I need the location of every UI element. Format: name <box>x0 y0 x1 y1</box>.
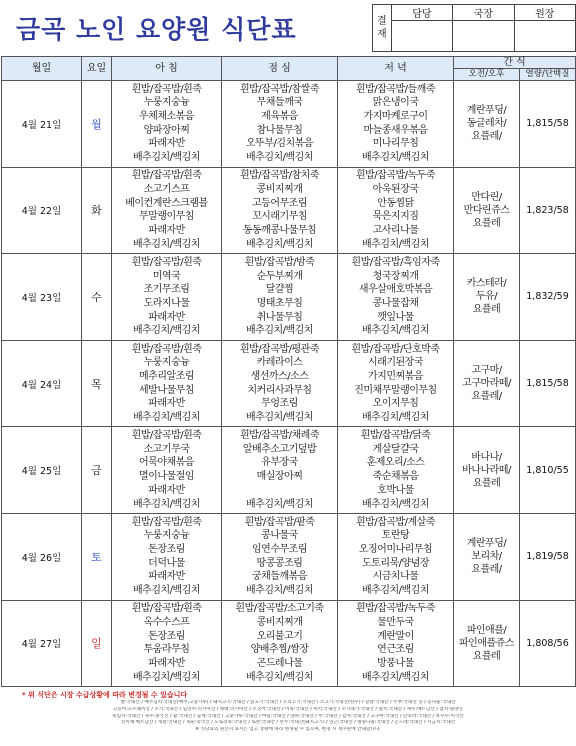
dinner-item: 토란탕 <box>381 530 410 542</box>
weekday-cell: 목 <box>82 340 112 427</box>
breakfast-item: 조기무조림 <box>143 284 190 296</box>
breakfast-cell <box>112 254 222 341</box>
approval-header-head: 원장 <box>514 5 575 21</box>
breakfast-item: 돈장조림 <box>148 630 185 642</box>
dinner-item: 시금치나물 <box>372 571 419 583</box>
header-snack-group: 간 식 <box>454 57 576 69</box>
approval-header-director: 국장 <box>453 5 514 21</box>
lunch-item: 치커리사과무침 <box>247 384 312 396</box>
snack-item: 두유/ <box>475 291 498 303</box>
menu-row <box>2 340 576 427</box>
breakfast-item: 흰밥/잡곡밥/흰죽 <box>131 170 202 182</box>
lunch-item: 유부장국 <box>261 457 298 469</box>
snack-cell <box>454 513 520 600</box>
breakfast-item: 파래자반 <box>148 571 185 583</box>
lunch-item: 배추김치/백김치 <box>246 325 313 337</box>
dinner-item: 도토리묵/양념장 <box>362 557 429 569</box>
lunch-item: 명태초무침 <box>256 297 303 309</box>
breakfast-item: 흰밥/잡곡밥/흰죽 <box>131 256 202 268</box>
lunch-item: 배추김치/백김치 <box>246 671 313 683</box>
breakfast-item: 멸이나물절임 <box>139 471 194 483</box>
dinner-item: 게살달걀국 <box>372 443 419 455</box>
breakfast-cell <box>112 167 222 254</box>
snack-item: 만다린쥬스 <box>463 204 510 216</box>
breakfast-item: 도라지나물 <box>143 297 190 309</box>
lunch-item: 임연수무조림 <box>252 544 307 556</box>
lunch-item: 취나물무침 <box>256 311 303 323</box>
breakfast-item: 흰밥/잡곡밥/흰죽 <box>131 516 202 528</box>
lunch-cell <box>222 513 338 600</box>
origin-line: 진미채:베트남산 / 게살:국내산 / 죽순:중국산 / 도토리묵:국내산 / 토란:국내산 / 만두:국내산(돼지고기) / 연근:국내산 / 방풍나물:국내산 / 곤드레:국내산 / 시금치:국내산 <box>120 720 456 726</box>
dinner-item: 묵은지지짐 <box>372 211 419 223</box>
snack-item: 보리차/ <box>471 551 502 563</box>
approval-sign-director[interactable] <box>453 21 514 52</box>
breakfast-item: 흰밥/잡곡밥/흰죽 <box>131 343 202 355</box>
lunch-item: 궁채들깨볶음 <box>252 571 307 583</box>
dinner-item: 배추김치/백김치 <box>362 238 429 250</box>
dinner-item: 흰밥/잡곡밥/들깨죽 <box>355 83 436 95</box>
breakfast-cell <box>112 513 222 600</box>
date-cell: 4월 22일 <box>2 167 82 254</box>
lunch-item: 흰밥/잡곡밥/밤죽 <box>244 256 315 268</box>
snack-item: 동글레차/ <box>466 118 507 130</box>
approval-label: 결재 <box>373 5 392 52</box>
dinner-item: 아욱된장국 <box>372 184 419 196</box>
breakfast-item: 흰밥/잡곡밥/흰죽 <box>131 430 202 442</box>
breakfast-item: 파래자반 <box>148 311 185 323</box>
lunch-item: 무채들깨국 <box>256 97 303 109</box>
snack-item: 바나나라떼/ <box>462 464 511 476</box>
snack-item: 카스테라/ <box>466 278 507 290</box>
dinner-item: 배추김치/백김치 <box>362 498 429 510</box>
origin-info <box>6 700 570 734</box>
lunch-item: 배추김치/백김치 <box>246 585 313 597</box>
lunch-cell <box>222 340 338 427</box>
lunch-item: 흰밥/잡곡밥/채례죽 <box>239 430 320 442</box>
breakfast-item: 어묵야채볶음 <box>139 457 194 469</box>
header-weekday: 요일 <box>82 57 112 81</box>
dinner-item: 배추김치/백김치 <box>362 152 429 164</box>
lunch-item: 콩비지찌개 <box>256 184 303 196</box>
calories-cell: 1,815/58 <box>520 81 576 168</box>
dinner-item: 새우살애호박볶음 <box>358 284 433 296</box>
lunch-item: 생선까스/소스 <box>250 370 309 382</box>
dinner-cell <box>338 254 454 341</box>
dinner-item: 배추김치/백김치 <box>362 411 429 423</box>
dinner-item: 마늘종새우볶음 <box>363 124 428 136</box>
lunch-cell <box>222 81 338 168</box>
lunch-item: 흰밥/잡곡밥/소고기죽 <box>235 603 324 615</box>
lunch-item: 고등어무조림 <box>252 197 307 209</box>
breakfast-item: 파래자반 <box>148 398 185 410</box>
menu-row <box>2 81 576 168</box>
dinner-item: 흰밥/잡곡밥/단호박죽 <box>351 343 440 355</box>
dinner-item: 흰밥/잡곡밥/흑임자죽 <box>351 256 440 268</box>
dinner-item: 방풍나물 <box>377 658 414 670</box>
calories-cell: 1,810/55 <box>520 427 576 514</box>
approval-box <box>372 4 576 52</box>
dinner-item: 배추김치/백김치 <box>362 671 429 683</box>
header-lunch: 점 심 <box>222 57 338 81</box>
lunch-item: 흰밥/잡곡밥/팥죽 <box>244 516 315 528</box>
origin-line: 고등어:노르웨이산 / 조기:국내산 / 임연수:러시아산 / 명태:러시아산 / 오징어:국내산 / 어묵:국내산 / 미역:국내산 / 꼬시래기:국내산 / 멸치:국내산 / 새우:베트남산 / 참치:원양산 <box>112 706 464 712</box>
breakfast-item: 배추김치/백김치 <box>133 411 200 423</box>
breakfast-item: 메추리알조림 <box>139 370 194 382</box>
dinner-item: 깻잎나물 <box>377 311 414 323</box>
snack-cell <box>454 167 520 254</box>
lunch-item <box>222 484 337 498</box>
snack-cell <box>454 340 520 427</box>
breakfast-item: 우체채소볶음 <box>139 111 194 123</box>
snack-item: 만다린/ <box>471 191 502 203</box>
breakfast-item: 파래자반 <box>148 138 185 150</box>
weekday-cell: 수 <box>82 254 112 341</box>
dinner-item: 가지민찌볶음 <box>368 370 423 382</box>
approval-sign-head[interactable] <box>514 21 575 52</box>
lunch-item: 양배추찜/쌈장 <box>250 644 309 656</box>
calories-cell: 1,819/58 <box>520 513 576 600</box>
dinner-item: 맑은냉이국 <box>372 97 419 109</box>
date-cell: 4월 21일 <box>2 81 82 168</box>
origin-line: ※ 식단표의 원산지 표시는 입고 상황에 따라 변경될 수 있으며, 변경 시 게시판에 안내합니다. <box>195 727 381 733</box>
breakfast-item: 소고기무국 <box>143 443 190 455</box>
dinner-cell <box>338 427 454 514</box>
snack-cell <box>454 600 520 687</box>
dinner-cell <box>338 600 454 687</box>
breakfast-item: 베이컨계란스크램블 <box>125 197 208 209</box>
lunch-item: 배추김치/백김치 <box>246 498 313 510</box>
header-date: 월일 <box>2 57 82 81</box>
breakfast-item: 누룽지숭늉 <box>143 97 190 109</box>
snack-item: 요플레 <box>472 477 501 489</box>
dinner-item: 배추김치/백김치 <box>362 325 429 337</box>
origin-line: 흑임자:국내산 / 녹두:중국산 / 팥:국내산 / 들깨:국내산 / 고춧가루:국내산 / 마늘:국내산 / 양파:국내산 / 무:국내산 / 감자:국내산 / 고구마:국내산 / 단호박:국내산 / 옥수수:미국산 <box>112 713 464 719</box>
dinner-item: 배추김치/백김치 <box>362 585 429 597</box>
dinner-item: 죽순채볶음 <box>372 471 419 483</box>
approval-header-staff: 담당 <box>391 5 452 21</box>
lunch-cell <box>222 167 338 254</box>
lunch-item: 제육볶음 <box>261 111 298 123</box>
breakfast-cell <box>112 340 222 427</box>
weekday-cell: 화 <box>82 167 112 254</box>
dinner-item: 시래기된장국 <box>368 357 423 369</box>
lunch-item: 꼬시래기무침 <box>252 211 307 223</box>
dinner-item: 콩나물잡채 <box>372 297 419 309</box>
lunch-item: 배추김치/백김치 <box>246 238 313 250</box>
dinner-item: 흰밥/잡곡밥/닭죽 <box>360 430 431 442</box>
snack-item: 고구마/ <box>471 365 502 377</box>
breakfast-item: 배추김치/백김치 <box>133 325 200 337</box>
snack-item: 파인애플쥬스 <box>459 637 514 649</box>
header-breakfast: 아 침 <box>112 57 222 81</box>
weekday-cell: 토 <box>82 513 112 600</box>
snack-item: 계란푸딩/ <box>466 105 507 117</box>
breakfast-item: 배추김치/백김치 <box>133 498 200 510</box>
dinner-item: 계란말이 <box>377 630 414 642</box>
origin-line: 쌀:국내산 / 배추김치:국내산(배추,고춧가루) / 돼지고기:국내산 / 닭고기:국내산 / 오리고기:국내산 / 소고기:국내산(한우) / 달걀:국내산 / 두부:국내산 콩 / 콩나물:국내산 <box>120 700 456 705</box>
lunch-item: 카레라이스 <box>256 357 303 369</box>
lunch-item: 알배추소고기덮밥 <box>242 443 317 455</box>
breakfast-item: 세발나물무침 <box>139 384 194 396</box>
dinner-item: 호박나물 <box>377 484 414 496</box>
lunch-item: 오리불고기 <box>256 630 303 642</box>
snack-cell <box>454 254 520 341</box>
lunch-item: 배추김치/백김치 <box>246 152 313 164</box>
breakfast-item: 더덕나물 <box>148 557 185 569</box>
lunch-item: 참나물무침 <box>256 124 303 136</box>
breakfast-item: 파래자반 <box>148 225 185 237</box>
lunch-item: 땅콩콩조림 <box>256 557 303 569</box>
breakfast-item: 투움라무침 <box>143 644 190 656</box>
dinner-item: 흰밥/잡곡밥/녹두죽 <box>355 603 436 615</box>
menu-row <box>2 600 576 687</box>
lunch-item: 오뚜부/김치볶음 <box>246 138 313 150</box>
date-cell: 4월 25일 <box>2 427 82 514</box>
breakfast-cell <box>112 600 222 687</box>
page-title: 금곡 노인 요양원 식단표 <box>16 15 297 44</box>
dinner-cell <box>338 340 454 427</box>
date-cell: 4월 23일 <box>2 254 82 341</box>
dinner-item: 물만두국 <box>377 616 414 628</box>
dinner-cell <box>338 513 454 600</box>
lunch-item: 콩나물국 <box>261 530 298 542</box>
notice-text: * 위 식단은 시장 수급상황에 따라 변경될 수 있습니다 <box>22 691 188 699</box>
lunch-item: 곤드레나물 <box>256 658 303 670</box>
header-snack-time: 오전/오후 <box>454 69 520 81</box>
lunch-item: 동동깨콩나물무침 <box>242 225 317 237</box>
lunch-cell <box>222 254 338 341</box>
calories-cell: 1,808/56 <box>520 600 576 687</box>
dinner-item: 연근조림 <box>377 644 414 656</box>
breakfast-item: 무말랭이무침 <box>139 211 194 223</box>
breakfast-cell <box>112 81 222 168</box>
snack-item: 계란푸딩/ <box>466 538 507 550</box>
lunch-item: 순두부찌개 <box>256 270 303 282</box>
breakfast-item: 배추김치/백김치 <box>133 671 200 683</box>
dinner-item: 진미채무말랭이무침 <box>354 384 437 396</box>
breakfast-item: 파래자반 <box>148 484 185 496</box>
breakfast-item: 누룽지숭늉 <box>143 530 190 542</box>
lunch-item: 흰밥/잡곡밥/참치죽 <box>239 170 320 182</box>
dinner-item: 흰밥/잡곡밥/계살죽 <box>355 516 436 528</box>
dinner-cell <box>338 81 454 168</box>
menu-table <box>1 56 576 687</box>
snack-item: 바나나/ <box>471 451 502 463</box>
dinner-item: 오징어미나리무침 <box>358 544 433 556</box>
dinner-item: 청국장찌개 <box>372 270 419 282</box>
breakfast-item: 소고기스프 <box>143 184 190 196</box>
dinner-cell <box>338 167 454 254</box>
menu-row <box>2 254 576 341</box>
approval-sign-staff[interactable] <box>391 21 452 52</box>
weekday-cell: 금 <box>82 427 112 514</box>
calories-cell: 1,823/58 <box>520 167 576 254</box>
date-cell: 4월 27일 <box>2 600 82 687</box>
breakfast-cell <box>112 427 222 514</box>
date-cell: 4월 24일 <box>2 340 82 427</box>
breakfast-item: 배추김치/백김치 <box>133 152 200 164</box>
lunch-item: 흰밥/잡곡밥/평관죽 <box>239 343 320 355</box>
lunch-cell <box>222 427 338 514</box>
snack-cell <box>454 427 520 514</box>
dinner-item: 미나리무침 <box>372 138 419 150</box>
lunch-item: 달걀찜 <box>265 284 294 296</box>
weekday-cell: 월 <box>82 81 112 168</box>
date-cell: 4월 26일 <box>2 513 82 600</box>
dinner-item: 고사리나물 <box>372 225 419 237</box>
snack-item: 요플레 <box>472 217 501 229</box>
snack-item: 고구마라떼/ <box>462 378 511 390</box>
breakfast-item: 흰밥/잡곡밥/흰죽 <box>131 83 202 95</box>
snack-item: 요플레 <box>472 650 501 662</box>
calories-cell: 1,832/59 <box>520 254 576 341</box>
breakfast-item: 미역국 <box>152 270 181 282</box>
breakfast-item: 돈장조림 <box>148 544 185 556</box>
dinner-item: 오이지무침 <box>372 398 419 410</box>
breakfast-item: 누룽지숭늉 <box>143 357 190 369</box>
lunch-item: 매실장아찌 <box>256 471 303 483</box>
breakfast-item: 배추김치/백김치 <box>133 238 200 250</box>
lunch-item: 배추김치/백김치 <box>246 411 313 423</box>
snack-item: 요플레/ <box>471 391 502 403</box>
lunch-item: 흰밥/잡곡밥/참쌀죽 <box>239 83 320 95</box>
weekday-cell: 일 <box>82 600 112 687</box>
breakfast-item: 흰밥/잡곡밥/흰죽 <box>131 603 202 615</box>
snack-item: 요플레/ <box>471 564 502 576</box>
snack-item: 요플레 <box>472 304 501 316</box>
lunch-item: 콩비지찌개 <box>256 616 303 628</box>
dinner-item: 안동찜닭 <box>377 197 414 209</box>
dinner-item: 훈제오리/소스 <box>366 457 425 469</box>
menu-row <box>2 513 576 600</box>
dinner-item: 흰밥/잡곡밥/녹두죽 <box>355 170 436 182</box>
header-dinner: 저 녁 <box>338 57 454 81</box>
menu-row <box>2 427 576 514</box>
menu-row <box>2 167 576 254</box>
breakfast-item: 양파장아찌 <box>143 124 190 136</box>
snack-item: 파인애플/ <box>466 624 507 636</box>
breakfast-item: 옥수수스프 <box>143 616 190 628</box>
snack-cell <box>454 81 520 168</box>
lunch-cell <box>222 600 338 687</box>
snack-item: 요플레/ <box>471 131 502 143</box>
dinner-item: 가지마켸로구이 <box>363 111 428 123</box>
header-calories: 열량/단백질 <box>520 69 576 81</box>
lunch-item: 무엉조림 <box>261 398 298 410</box>
breakfast-item: 파래자반 <box>148 658 185 670</box>
calories-cell: 1,815/58 <box>520 340 576 427</box>
breakfast-item: 배추김치/백김치 <box>133 585 200 597</box>
